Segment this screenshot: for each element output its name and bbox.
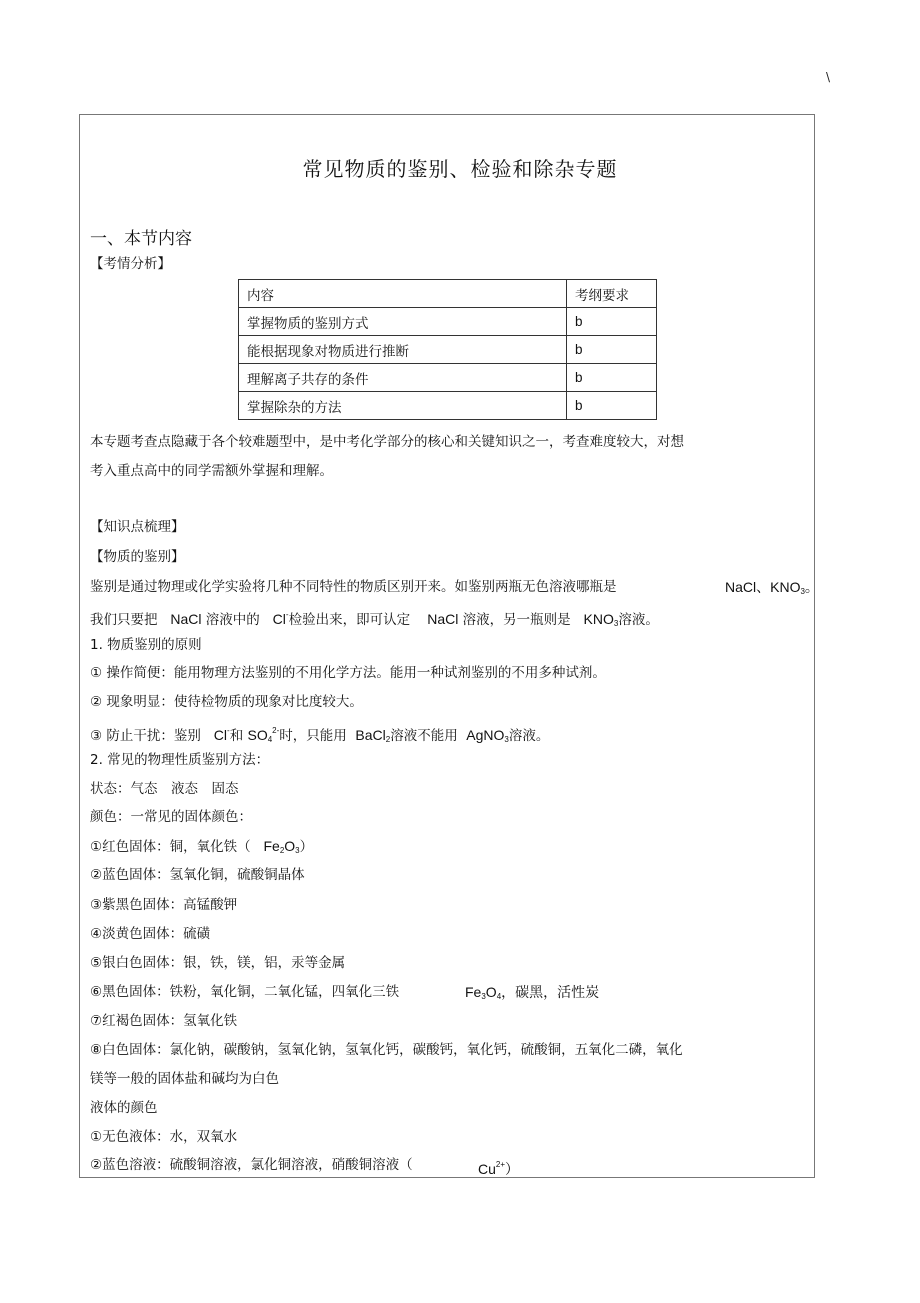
intro-line-1: [90, 578, 819, 596]
solid-pale-yellow: ④淡黄色固体：硫磺: [90, 926, 211, 942]
principles-heading: 1. 物质鉴别的原则: [90, 637, 202, 653]
solid-red-brown: ⑦红褐色固体：氢氧化铁: [90, 1013, 238, 1029]
table-cell: 能根据现象对物质进行推断: [239, 336, 567, 364]
table-row: [239, 364, 657, 392]
principle-1: ① 操作简便：能用物理方法鉴别的不用化学方法。能用一种试剂鉴别的不用多种试剂。: [90, 665, 606, 681]
table-row: [239, 308, 657, 336]
solid-white-2: 镁等一般的固体盐和碱均为白色: [90, 1071, 279, 1087]
liquid-colorless: ①无色液体：水，双氧水: [90, 1129, 238, 1145]
solid-black: ⑥黑色固体：铁粉，氧化铜，二氧化锰，四氧化三铁 $Fe_3O_4$，碳黑，活性炭: [90, 984, 600, 1001]
table-cell: 理解离子共存的条件: [239, 364, 567, 392]
summary-line-2: 考入重点高中的同学需额外掌握和理解。: [90, 463, 333, 479]
table-cell: 掌握物质的鉴别方式: [239, 308, 567, 336]
table-header-requirement: 考纲要求: [567, 280, 657, 308]
solid-silver-white: ⑤银白色固体：银，铁，镁，铝，汞等金属: [90, 955, 346, 971]
liquid-heading: 液体的颜色: [90, 1100, 158, 1116]
physical-heading: 2. 常见的物理性质鉴别方法：: [90, 752, 270, 768]
intro-formula: NaCl、$KNO_3$。: [725, 579, 819, 596]
state-line: 状态：气态 液态 固态: [90, 781, 239, 797]
table-cell: b: [567, 336, 657, 364]
intro-text: 鉴别是通过物理或化学实验将几种不同特性的物质区别开来。如鉴别两瓶无色溶液哪瓶是: [90, 579, 617, 595]
table-row: [239, 336, 657, 364]
table-cell: b: [567, 308, 657, 336]
solid-purple-black: ③紫黑色固体：高锰酸钾: [90, 897, 238, 913]
solid-white-1: ⑧白色固体：氯化钠，碳酸钠，氢氧化钠，氢氧化钙，碳酸钙，氧化钙，硫酸铜，五氧化二磷，氧化: [90, 1042, 683, 1058]
liquid-blue: ②蓝色溶液：硫酸铜溶液，氯化铜溶液，硝酸铜溶液（ $Cu^{2+}$）: [90, 1157, 520, 1177]
intro-line-2: 我们只要把 NaCl 溶液中的 Cl-检验出来，即可认定 NaCl 溶液，另一瓶则是 $KNO_3$溶液。: [90, 610, 659, 628]
table-row: [239, 392, 657, 420]
page-title: 常见物质的鉴别、检验和除杂专题: [302, 157, 618, 181]
principle-3: ③ 防止干扰：鉴别 Cl-和 $SO_4^{2-}$时，只能用 BaCl$_2$溶液不能用 AgNO$_3$溶液。: [90, 726, 550, 744]
solid-red: ①红色固体：铜，氧化铁（ $Fe_2O_3$）: [90, 838, 314, 855]
table-cell: b: [567, 392, 657, 420]
table-header-row: [239, 280, 657, 308]
table-cell: b: [567, 364, 657, 392]
corner-mark: \: [826, 70, 831, 84]
solid-blue: ②蓝色固体：氢氧化铜，硫酸铜晶体: [90, 867, 305, 883]
kaoqing-label: 【考情分析】: [90, 256, 171, 272]
table-cell: 掌握除杂的方法: [239, 392, 567, 420]
requirements-table: [238, 279, 657, 420]
principle-2: ② 现象明显：使待检物质的现象对比度较大。: [90, 694, 363, 710]
section-heading: 一、本节内容: [90, 229, 192, 249]
summary-line-1: 本专题考查点隐藏于各个较难题型中，是中考化学部分的核心和关键知识之一，考查难度较大，对想: [90, 434, 684, 450]
knowledge-label: 【知识点梳理】: [90, 519, 185, 535]
color-heading: 颜色：一常见的固体颜色：: [90, 809, 252, 825]
identification-label: 【物质的鉴别】: [90, 549, 185, 565]
table-header-content: 内容: [239, 280, 567, 308]
